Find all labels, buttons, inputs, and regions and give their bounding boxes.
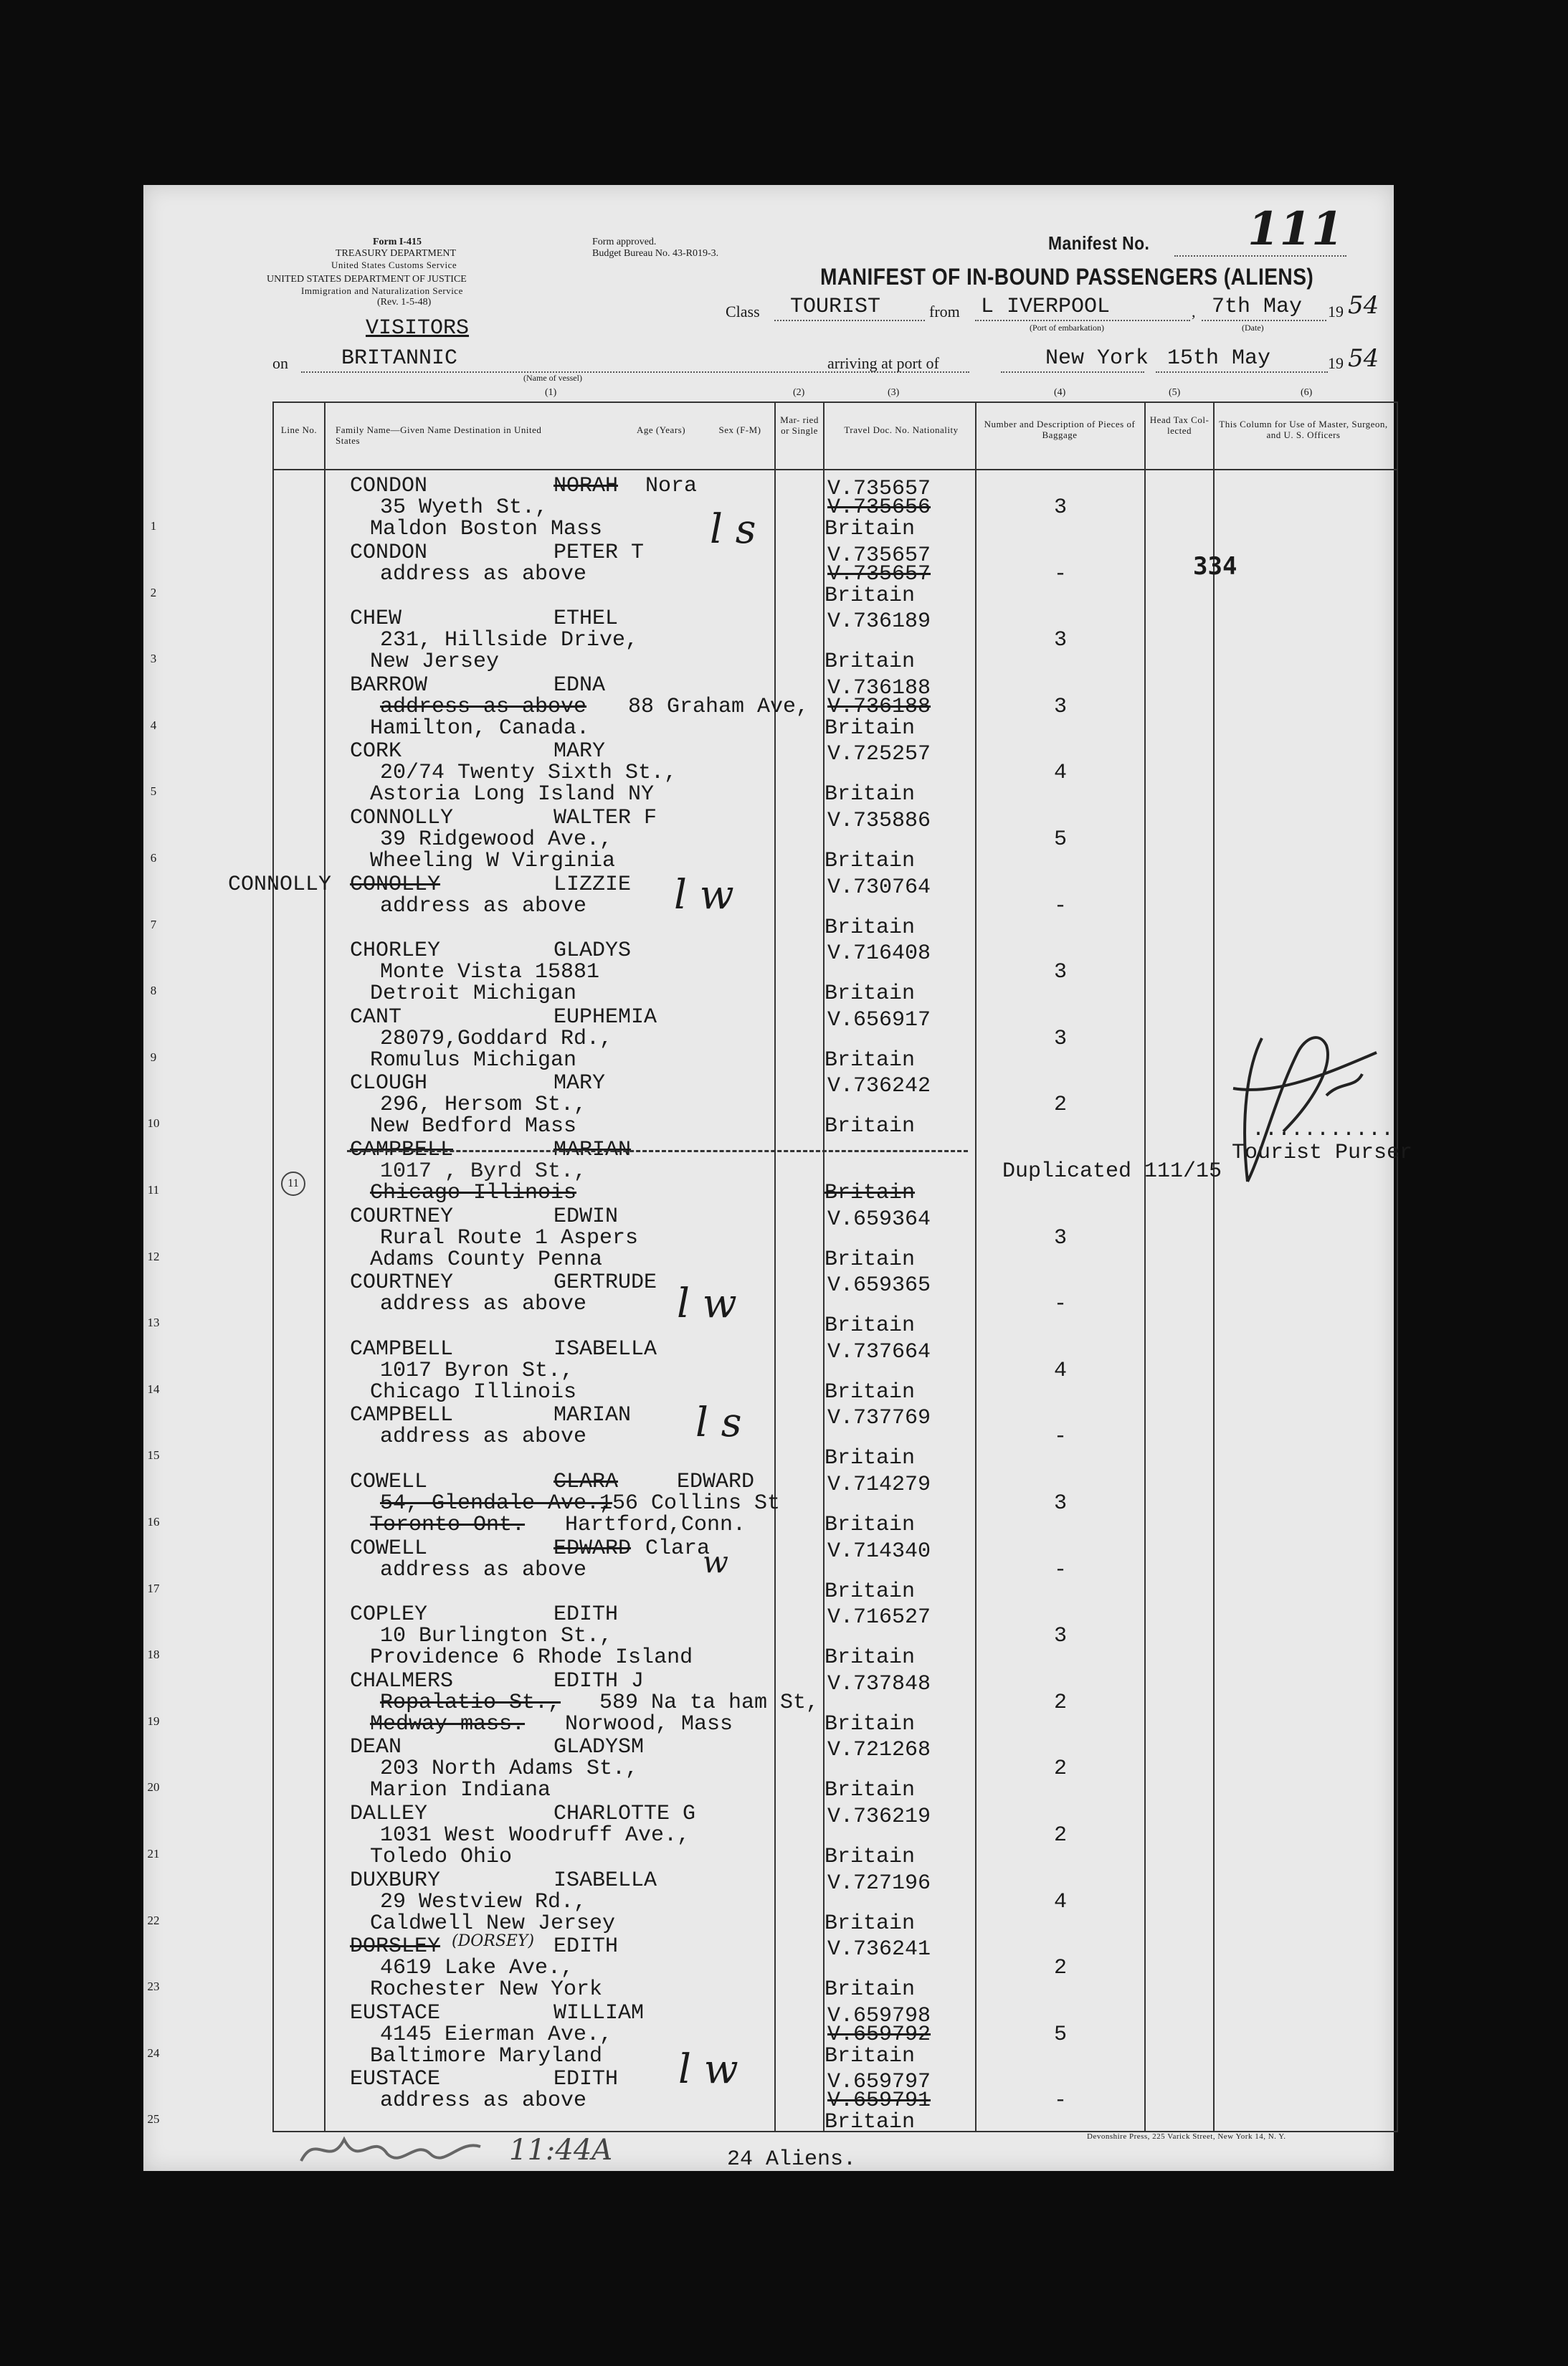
travel-doc-no: V.714279 bbox=[827, 1473, 931, 1497]
baggage-count: 4 bbox=[1054, 1358, 1068, 1383]
given-name: WALTER F bbox=[553, 806, 657, 830]
given-name: ISABELLA bbox=[553, 1868, 657, 1893]
baggage-count: 5 bbox=[1054, 827, 1068, 852]
budget-bureau: Budget Bureau No. 43-R019-3. bbox=[592, 248, 719, 259]
line-number: 25 bbox=[147, 2112, 160, 2127]
address-line-1-correction: 589 Na ta ham St, bbox=[599, 1690, 819, 1715]
family-name: COPLEY bbox=[350, 1602, 428, 1628]
nationality: Britain bbox=[825, 1047, 916, 1073]
line-number: 4 bbox=[150, 718, 157, 732]
address-line-2: Toledo Ohio bbox=[370, 1845, 513, 1869]
travel-doc-no: V.725257 bbox=[827, 742, 931, 767]
given-name: EDWIN bbox=[553, 1204, 619, 1229]
family-name: DALLEY bbox=[350, 1802, 428, 1826]
given-name: PETER T bbox=[553, 540, 645, 565]
travel-doc-no: V.716527 bbox=[827, 1605, 931, 1630]
nationality: Britain bbox=[825, 716, 916, 741]
travel-doc-no: V.735657 bbox=[827, 543, 931, 568]
form-approved: Form approved. bbox=[592, 237, 657, 247]
nationality: Britain bbox=[825, 1579, 916, 1604]
address-line-1: address as above bbox=[380, 561, 587, 586]
nationality: Britain bbox=[825, 650, 916, 675]
given-name: GLADYSM bbox=[553, 1735, 645, 1760]
address-line-1: Ropalatio St., bbox=[380, 1690, 561, 1715]
dept-treasury: TREASURY DEPARTMENT bbox=[336, 248, 457, 259]
given-name: MARY bbox=[553, 1071, 606, 1096]
header-officers: This Column for Use of Master, Surgeon, and U. S. Officers bbox=[1219, 419, 1388, 440]
line-number: 6 bbox=[150, 851, 157, 865]
address-line-1: 29 Westview Rd., bbox=[380, 1889, 587, 1914]
embark-date: 7th May bbox=[1212, 295, 1303, 319]
address-line-2: Providence 6 Rhode Island bbox=[370, 1645, 693, 1671]
baggage-count: 3 bbox=[1054, 628, 1068, 653]
line-number: 22 bbox=[147, 1913, 160, 1927]
total-aliens: 24 Aliens. bbox=[727, 2147, 857, 2172]
vessel-caption: (Name of vessel) bbox=[523, 373, 582, 383]
nationality: Britain bbox=[825, 1114, 916, 1139]
on-label: on bbox=[272, 354, 288, 372]
handwritten-mark: l w bbox=[678, 2046, 738, 2093]
family-name: CONDON bbox=[350, 474, 428, 498]
line-number: 20 bbox=[147, 1780, 160, 1795]
address-line-1: address as above bbox=[380, 1425, 587, 1450]
address-line-2: Hamilton, Canada. bbox=[370, 716, 590, 741]
baggage-count: 4 bbox=[1054, 761, 1068, 786]
travel-doc-no-struck: V.659792 bbox=[827, 2022, 931, 2047]
travel-doc-no: V.737848 bbox=[827, 1671, 931, 1696]
given-name-correction: Nora bbox=[645, 474, 698, 498]
address-line-2: Wheeling W Virginia bbox=[370, 849, 616, 873]
address-line-1: 231, Hillside Drive, bbox=[380, 628, 639, 653]
travel-doc-no: V.659365 bbox=[827, 1273, 931, 1298]
line-number: 3 bbox=[150, 652, 157, 666]
line-number: 2 bbox=[150, 585, 157, 599]
address-line-2: Toronto Ont. bbox=[370, 1513, 526, 1537]
address-line-2: Chicago Illinois bbox=[370, 1379, 577, 1405]
form-revision: (Rev. 1-5-48) bbox=[377, 297, 432, 308]
nationality: Britain bbox=[825, 982, 916, 1007]
nationality: Britain bbox=[825, 1645, 916, 1671]
class-line bbox=[774, 320, 925, 321]
family-name: CAMPBELL bbox=[350, 1138, 454, 1162]
colnum-6: (6) bbox=[1301, 387, 1313, 398]
nationality: Britain bbox=[825, 1313, 916, 1339]
given-name-correction: Clara bbox=[645, 1536, 711, 1561]
date-caption: (Date) bbox=[1242, 323, 1264, 333]
address-line-2: New Bedford Mass bbox=[370, 1114, 577, 1139]
given-name-correction: EDWARD bbox=[677, 1470, 755, 1494]
line-number: 21 bbox=[147, 1847, 160, 1861]
header-doc: Travel Doc. No. Nationality bbox=[844, 424, 959, 435]
given-name: CLARA bbox=[553, 1470, 619, 1494]
arrival-port: New York bbox=[1045, 346, 1149, 371]
baggage-count: 3 bbox=[1054, 694, 1068, 719]
manifest-no-value: 111 bbox=[1248, 202, 1344, 256]
purser-label: Tourist Purser bbox=[1232, 1141, 1413, 1165]
travel-doc-no: V.735657 bbox=[827, 477, 931, 501]
travel-doc-no-struck: V.659791 bbox=[827, 2089, 931, 2114]
embark-port: L IVERPOOL bbox=[981, 295, 1111, 319]
baggage-count: 3 bbox=[1054, 1225, 1068, 1250]
given-name: CHARLOTTE G bbox=[553, 1802, 696, 1826]
family-name: CHEW bbox=[350, 607, 402, 632]
dept-immigration: Immigration and Naturalization Service bbox=[301, 285, 463, 296]
header-tax: Head Tax Col- lected bbox=[1149, 414, 1210, 436]
family-name: CANT bbox=[350, 1004, 402, 1030]
colnum-1: (1) bbox=[545, 387, 557, 398]
baggage-count: 3 bbox=[1054, 960, 1068, 985]
embark-caption: (Port of embarkation) bbox=[1030, 323, 1104, 333]
arrival-year-prefix: 19 bbox=[1328, 354, 1344, 372]
printer-imprint: Devonshire Press, 225 Varick Street, New York 14, N. Y. bbox=[1087, 2132, 1286, 2141]
family-name: CONOLLY bbox=[350, 872, 441, 897]
travel-doc-no-struck: V.735656 bbox=[827, 495, 931, 520]
nationality: Britain bbox=[825, 782, 916, 807]
nationality: Britain bbox=[825, 849, 916, 873]
baggage-count: 3 bbox=[1054, 495, 1068, 520]
arrival-port-line bbox=[1001, 371, 1144, 373]
nationality: Britain bbox=[825, 915, 916, 940]
given-name: GERTRUDE bbox=[553, 1270, 657, 1296]
form-number: Form I-415 bbox=[373, 237, 422, 247]
address-line-1: 4619 Lake Ave., bbox=[380, 1956, 574, 1981]
col-divider bbox=[1144, 403, 1146, 2131]
travel-doc-no: V.736189 bbox=[827, 609, 931, 635]
col-divider bbox=[774, 403, 776, 2131]
nationality: Britain bbox=[825, 2043, 916, 2068]
line-number: 8 bbox=[150, 984, 157, 998]
travel-doc-no: V.736241 bbox=[827, 1937, 931, 1962]
family-name: DUXBURY bbox=[350, 1868, 441, 1893]
year-prefix: 19 bbox=[1328, 303, 1344, 320]
baggage-count: 2 bbox=[1054, 1093, 1068, 1118]
nationality: Britain bbox=[825, 1181, 916, 1205]
given-name: GLADYS bbox=[553, 939, 632, 964]
colnum-2: (2) bbox=[793, 387, 805, 398]
line-number: 13 bbox=[147, 1316, 160, 1330]
nationality: Britain bbox=[825, 1711, 916, 1737]
line-number: 5 bbox=[150, 784, 157, 799]
given-name: EDITH bbox=[553, 2067, 619, 2092]
address-line-1: Monte Vista 15881 bbox=[380, 960, 600, 985]
header-line-no: Line No. bbox=[280, 424, 318, 435]
baggage-count: 2 bbox=[1054, 1956, 1068, 1981]
nationality: Britain bbox=[825, 583, 916, 608]
family-name-correction: (DORSEY) bbox=[452, 1932, 535, 1951]
address-line-1-correction: 88 Graham Ave, bbox=[628, 694, 809, 719]
address-line-1: 10 Burlington St., bbox=[380, 1624, 613, 1649]
header-married: Mar- ried or Single bbox=[780, 414, 819, 436]
header-sex: Sex (F-M) bbox=[718, 424, 761, 435]
family-name: BARROW bbox=[350, 673, 428, 698]
arrival-date-line bbox=[1156, 371, 1328, 373]
travel-doc-no-struck: V.735657 bbox=[827, 561, 931, 586]
given-name: MARIAN bbox=[553, 1138, 632, 1162]
handwritten-mark: l w bbox=[677, 1281, 737, 1327]
handwritten-mark: l s bbox=[710, 506, 756, 553]
nationality: Britain bbox=[825, 1513, 916, 1537]
baggage-count: 5 bbox=[1054, 2022, 1068, 2047]
family-name: CONDON bbox=[350, 540, 428, 565]
head-tax-stamp: 334 bbox=[1193, 552, 1237, 581]
baggage-count: 2 bbox=[1054, 1757, 1068, 1782]
nationality: Britain bbox=[825, 1845, 916, 1869]
line-number: 15 bbox=[147, 1448, 160, 1463]
address-line-1: 54, Glendale Ave., bbox=[380, 1491, 613, 1516]
address-line-2: Adams County Penna bbox=[370, 1247, 603, 1272]
baggage-count: 3 bbox=[1054, 1026, 1068, 1051]
address-line-1: 20/74 Twenty Sixth St., bbox=[380, 761, 678, 786]
comma: , bbox=[1192, 303, 1196, 320]
header-baggage: Number and Description of Pieces of Baggage bbox=[984, 419, 1136, 440]
family-name: DEAN bbox=[350, 1735, 402, 1760]
bottom-scribble bbox=[294, 2125, 495, 2175]
travel-doc-no: V.736242 bbox=[827, 1074, 931, 1099]
colnum-5: (5) bbox=[1169, 387, 1181, 398]
nationality: Britain bbox=[825, 1247, 916, 1272]
family-name: EUSTACE bbox=[350, 2000, 441, 2025]
address-line-2-correction: Norwood, Mass bbox=[565, 1711, 733, 1737]
arriving-label: arriving at port of bbox=[827, 354, 939, 372]
purser-dots: ........... bbox=[1252, 1118, 1394, 1142]
family-name: CAMPBELL bbox=[350, 1336, 454, 1362]
row-11-strike-line bbox=[347, 1150, 968, 1152]
baggage-count: - bbox=[1054, 2089, 1068, 2114]
family-name: COWELL bbox=[350, 1536, 428, 1561]
travel-doc-no: V.721268 bbox=[827, 1738, 931, 1763]
given-name: EDITH bbox=[553, 1602, 619, 1628]
purser-signature bbox=[1219, 1009, 1391, 1196]
family-name: CLOUGH bbox=[350, 1071, 428, 1096]
address-line-2: Rochester New York bbox=[370, 1977, 603, 2002]
family-name: EUSTACE bbox=[350, 2067, 441, 2092]
vessel-name: BRITANNIC bbox=[341, 346, 458, 371]
address-line-2-correction: Hartford,Conn. bbox=[565, 1513, 746, 1537]
travel-doc-no: V.714340 bbox=[827, 1539, 931, 1564]
address-line-2: Detroit Michigan bbox=[370, 982, 577, 1007]
baggage-count: - bbox=[1054, 1425, 1068, 1450]
line-number: 1 bbox=[150, 519, 157, 533]
address-line-1: 39 Ridgewood Ave., bbox=[380, 827, 613, 852]
travel-doc-no: V.656917 bbox=[827, 1007, 931, 1032]
baggage-count: 2 bbox=[1054, 1690, 1068, 1715]
address-line-1: 203 North Adams St., bbox=[380, 1757, 639, 1782]
address-line-2: Maldon Boston Mass bbox=[370, 517, 603, 541]
nationality: Britain bbox=[825, 1446, 916, 1471]
line-number: 18 bbox=[147, 1648, 160, 1662]
nationality: Britain bbox=[825, 517, 916, 541]
travel-doc-no: V.659797 bbox=[827, 2070, 931, 2095]
address-line-2: Astoria Long Island NY bbox=[370, 782, 655, 807]
nationality: Britain bbox=[825, 2110, 916, 2135]
address-line-1: 296, Hersom St., bbox=[380, 1093, 587, 1118]
baggage-count: - bbox=[1054, 561, 1068, 586]
given-name: EDITH J bbox=[553, 1668, 645, 1693]
dept-customs: United States Customs Service bbox=[331, 260, 457, 270]
address-line-1: address as above bbox=[380, 1557, 587, 1582]
manifest-title: MANIFEST OF IN-BOUND PASSENGERS (ALIENS) bbox=[820, 264, 1314, 290]
family-name: DORSLEY bbox=[350, 1934, 441, 1959]
line-number: 10 bbox=[147, 1116, 160, 1131]
handwritten-mark: w bbox=[703, 1544, 728, 1579]
family-name: CHALMERS bbox=[350, 1668, 454, 1693]
address-line-1: 28079,Goddard Rd., bbox=[380, 1026, 613, 1051]
address-line-2: Baltimore Maryland bbox=[370, 2043, 603, 2068]
address-line-1: address as above bbox=[380, 694, 587, 719]
travel-doc-no: V.659364 bbox=[827, 1207, 931, 1232]
family-name: COURTNEY bbox=[350, 1204, 454, 1229]
colnum-3: (3) bbox=[888, 387, 900, 398]
given-name: NORAH bbox=[553, 474, 619, 498]
address-line-1: address as above bbox=[380, 2089, 587, 2114]
line-number: 24 bbox=[147, 2046, 160, 2060]
address-line-1: 1031 West Woodruff Ave., bbox=[380, 1823, 690, 1848]
baggage-count: - bbox=[1054, 893, 1068, 918]
line-number: 16 bbox=[147, 1515, 160, 1529]
address-line-2: Marion Indiana bbox=[370, 1778, 551, 1803]
line-number: 9 bbox=[150, 1050, 157, 1064]
visitors-label: VISITORS bbox=[366, 316, 470, 341]
handwritten-mark: l s bbox=[695, 1400, 742, 1446]
manifest-no-label: Manifest No. bbox=[1048, 232, 1150, 254]
address-line-2: Romulus Michigan bbox=[370, 1047, 577, 1073]
baggage-count: Duplicated 111/15 bbox=[1002, 1159, 1222, 1184]
baggage-count: 4 bbox=[1054, 1889, 1068, 1914]
address-line-2: Caldwell New Jersey bbox=[370, 1911, 616, 1936]
arrival-date: 15th May bbox=[1167, 346, 1271, 371]
line-number: 23 bbox=[147, 1980, 160, 1994]
class-label: Class bbox=[726, 303, 760, 320]
col-divider bbox=[1213, 403, 1215, 2131]
arrival-year-suffix: 54 bbox=[1348, 344, 1379, 373]
baggage-count: - bbox=[1054, 1292, 1068, 1317]
address-line-1: address as above bbox=[380, 1292, 587, 1317]
family-name: CAMPBELL bbox=[350, 1403, 454, 1428]
class-value: TOURIST bbox=[790, 295, 881, 319]
col-divider bbox=[324, 403, 326, 2131]
family-name: CHORLEY bbox=[350, 939, 441, 964]
baggage-count: 2 bbox=[1054, 1823, 1068, 1848]
given-name: MARY bbox=[553, 739, 606, 764]
travel-doc-no: V.736188 bbox=[827, 675, 931, 700]
family-name: COWELL bbox=[350, 1470, 428, 1494]
address-line-1: 1017 Byron St., bbox=[380, 1358, 574, 1383]
handwritten-mark: l w bbox=[674, 872, 734, 918]
address-line-1-correction: 156 Collins St bbox=[599, 1491, 781, 1516]
line-number: 17 bbox=[147, 1581, 160, 1595]
header-name: Family Name—Given Name Destination in United States bbox=[336, 424, 542, 446]
from-line bbox=[975, 320, 1190, 321]
family-name: CORK bbox=[350, 739, 402, 764]
family-name: CONNOLLY bbox=[350, 806, 454, 830]
nationality: Britain bbox=[825, 1911, 916, 1936]
nationality: Britain bbox=[825, 1379, 916, 1405]
line-number: 7 bbox=[150, 917, 157, 931]
travel-doc-no: V.659798 bbox=[827, 2003, 931, 2028]
travel-doc-no: V.737664 bbox=[827, 1339, 931, 1364]
given-name: EDWARD bbox=[553, 1536, 632, 1561]
travel-doc-no: V.737769 bbox=[827, 1406, 931, 1431]
header-rule bbox=[274, 469, 1397, 470]
travel-doc-no: V.716408 bbox=[827, 941, 931, 966]
header-age: Age (Years) bbox=[636, 424, 686, 435]
address-line-1: 35 Wyeth St., bbox=[380, 495, 548, 520]
travel-doc-no: V.735886 bbox=[827, 809, 931, 833]
family-name: COURTNEY bbox=[350, 1270, 454, 1296]
address-line-1: 4145 Eierman Ave., bbox=[380, 2022, 613, 2047]
travel-doc-no: V.736219 bbox=[827, 1805, 931, 1829]
given-name: LIZZIE bbox=[553, 872, 632, 897]
address-line-2: New Jersey bbox=[370, 650, 500, 675]
address-line-1: address as above bbox=[380, 893, 587, 918]
row11-circled-number: 11 bbox=[281, 1172, 305, 1196]
address-line-2: Medway mass. bbox=[370, 1711, 526, 1737]
travel-doc-no: V.730764 bbox=[827, 875, 931, 900]
from-label: from bbox=[929, 303, 960, 320]
baggage-count: 3 bbox=[1054, 1491, 1068, 1516]
colnum-4: (4) bbox=[1054, 387, 1066, 398]
travel-doc-no: V.727196 bbox=[827, 1871, 931, 1896]
nationality: Britain bbox=[825, 1977, 916, 2002]
travel-doc-no-struck: V.736188 bbox=[827, 694, 931, 719]
address-line-1: 1017 , Byrd St., bbox=[380, 1159, 587, 1184]
baggage-count: - bbox=[1054, 1557, 1068, 1582]
given-name: EDITH bbox=[553, 1934, 619, 1959]
nationality: Britain bbox=[825, 1778, 916, 1803]
line-number: 11 bbox=[147, 1183, 160, 1197]
col-divider bbox=[975, 403, 977, 2131]
manifest-sheet bbox=[143, 185, 1413, 2172]
address-line-2: Chicago Illinois bbox=[370, 1181, 577, 1205]
given-name: WILLIAM bbox=[553, 2000, 645, 2025]
family-name-correction: CONNOLLY bbox=[228, 872, 332, 897]
date-line bbox=[1202, 320, 1326, 321]
given-name: ETHEL bbox=[553, 607, 619, 632]
line-number: 19 bbox=[147, 1714, 160, 1728]
address-line-1: Rural Route 1 Aspers bbox=[380, 1225, 639, 1250]
given-name: EUPHEMIA bbox=[553, 1004, 657, 1030]
given-name: EDNA bbox=[553, 673, 606, 698]
baggage-count: 3 bbox=[1054, 1624, 1068, 1649]
dept-justice: UNITED STATES DEPARTMENT OF JUSTICE bbox=[267, 274, 467, 285]
year-suffix: 54 bbox=[1348, 291, 1379, 320]
given-name: ISABELLA bbox=[553, 1336, 657, 1362]
line-number: 12 bbox=[147, 1249, 160, 1263]
line-number: 14 bbox=[147, 1382, 160, 1396]
given-name: MARIAN bbox=[553, 1403, 632, 1428]
bottom-handwritten-note: 11:44A bbox=[509, 2134, 613, 2167]
